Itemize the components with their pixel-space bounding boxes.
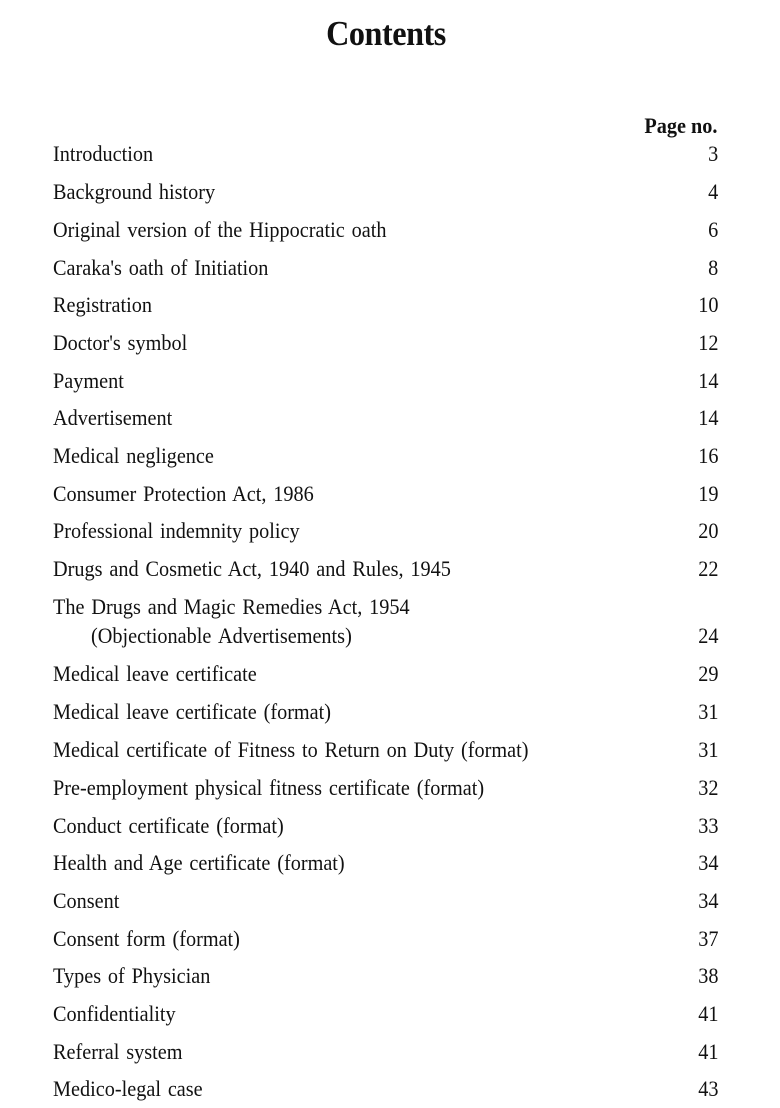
toc-entry-label: Drugs and Cosmetic Act, 1940 and Rules, 1945 <box>53 556 451 581</box>
toc-entry-label: Professional indemnity policy <box>53 518 300 543</box>
toc-entry-label: Health and Age certificate (format) <box>53 850 345 875</box>
toc-entry-label: Types of Physician <box>53 963 211 988</box>
toc-entry-label: Medical certificate of Fitness to Return on Duty (format) <box>53 737 529 762</box>
toc-entry-page: 43 <box>697 1076 718 1101</box>
toc-entry-label: Registration <box>53 292 152 317</box>
toc-entry-label: Confidentiality <box>53 1001 176 1026</box>
toc-entry-page: 24 <box>697 623 718 648</box>
toc-entry-page: 38 <box>697 963 718 988</box>
toc-entry-page: 41 <box>697 1001 718 1026</box>
toc-entry-page: 8 <box>707 255 718 280</box>
toc-entry-label: Pre-employment physical fitness certificate (format) <box>53 775 485 800</box>
toc-entry-label: Conduct certificate (format) <box>53 813 284 838</box>
toc-entry-label: Payment <box>53 368 124 393</box>
toc-entry-label: Caraka's oath of Initiation <box>53 255 269 280</box>
toc-entry-label: Introduction <box>53 141 154 166</box>
toc-entry-page: 16 <box>697 443 718 468</box>
toc-entry-page: 19 <box>697 481 718 506</box>
toc-entry-page: 31 <box>697 737 718 762</box>
toc-entry-page: 10 <box>697 292 718 317</box>
toc-entry-label: Doctor's symbol <box>53 330 188 355</box>
toc-entry-label: Consent <box>53 888 120 913</box>
toc-entry-label: Consumer Protection Act, 1986 <box>53 481 314 506</box>
toc-entry-page: 14 <box>697 405 718 430</box>
page-title: Contents <box>326 14 446 53</box>
toc-entry-label: Advertisement <box>53 405 173 430</box>
toc-entry-label-continuation: (Objectionable Advertisements) <box>91 623 352 648</box>
toc-entry-page: 41 <box>697 1039 718 1064</box>
toc-entry-page: 33 <box>697 813 718 838</box>
page-number-column-header: Page no. <box>643 113 717 138</box>
toc-entry-page: 32 <box>697 775 718 800</box>
toc-entry-label: Medical leave certificate (format) <box>53 699 332 724</box>
toc-entry-page: 4 <box>707 179 718 204</box>
toc-entry-label: Original version of the Hippocratic oath <box>53 217 387 242</box>
toc-entry-page: 22 <box>697 556 718 581</box>
toc-entry-label: Medical negligence <box>53 443 214 468</box>
toc-entry-page: 31 <box>697 699 718 724</box>
toc-entry-label: Consent form (format) <box>53 926 240 951</box>
toc-entry-label: Referral system <box>53 1039 183 1064</box>
toc-entry-page: 20 <box>697 518 718 543</box>
toc-entry-label: The Drugs and Magic Remedies Act, 1954 <box>53 594 410 619</box>
toc-entry-page: 34 <box>697 888 718 913</box>
toc-entry-page: 3 <box>707 141 718 166</box>
toc-entry-page: 37 <box>697 926 718 951</box>
toc-entry-page: 12 <box>697 330 718 355</box>
toc-entry-page: 6 <box>707 217 718 242</box>
toc-entry-label: Background history <box>53 179 216 204</box>
toc-entry-page: 29 <box>697 661 718 686</box>
toc-entry-label: Medical leave certificate <box>53 661 257 686</box>
toc-entry-label: Medico-legal case <box>53 1076 203 1101</box>
toc-entry-page: 14 <box>697 368 718 393</box>
toc-entry-page: 34 <box>697 850 718 875</box>
